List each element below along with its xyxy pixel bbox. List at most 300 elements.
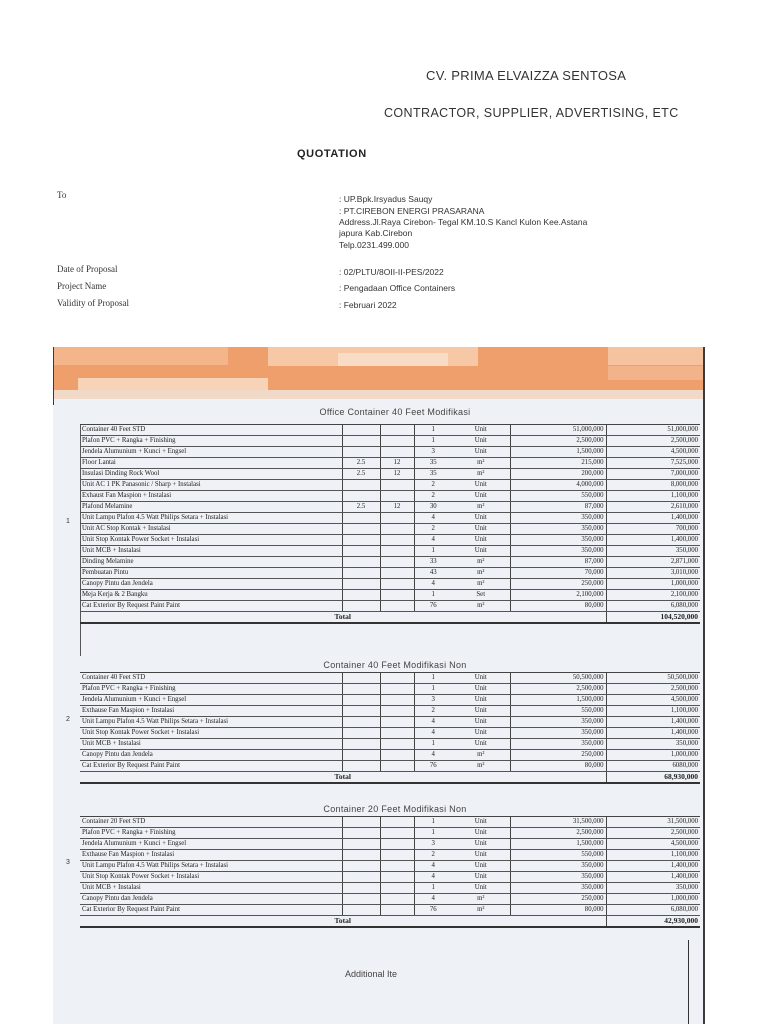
item-total: 4,500,000 bbox=[606, 447, 700, 458]
table-row bbox=[80, 761, 700, 772]
item-description: Canopy Pintu dan Jendela bbox=[80, 579, 342, 590]
item-unit: Set bbox=[452, 590, 510, 601]
table-row bbox=[80, 728, 700, 739]
item-description: Plafon PVC + Rangka + Finishing bbox=[80, 828, 342, 839]
item-dimension-2 bbox=[380, 861, 414, 872]
item-dimension-2 bbox=[380, 695, 414, 706]
item-unit: m² bbox=[452, 502, 510, 513]
table-row bbox=[80, 546, 700, 557]
item-quantity: 1 bbox=[414, 817, 452, 828]
section-2-table bbox=[80, 672, 700, 784]
validity-value: : Februari 2022 bbox=[339, 300, 397, 310]
item-total: 1,100,000 bbox=[606, 850, 700, 861]
item-dimension-2 bbox=[380, 601, 414, 612]
item-dimension-2 bbox=[380, 739, 414, 750]
item-unit: m² bbox=[452, 579, 510, 590]
item-quantity: 1 bbox=[414, 436, 452, 447]
item-unit-price: 87,000 bbox=[510, 557, 606, 568]
item-quantity: 3 bbox=[414, 695, 452, 706]
item-quantity: 1 bbox=[414, 673, 452, 684]
item-dimension-2 bbox=[380, 706, 414, 717]
item-quantity: 4 bbox=[414, 535, 452, 546]
item-dimension-2 bbox=[380, 684, 414, 695]
item-unit-price: 350,000 bbox=[510, 728, 606, 739]
item-total: 6080,000 bbox=[606, 761, 700, 772]
item-description: Canopy Pintu dan Jendela bbox=[80, 750, 342, 761]
table-row bbox=[80, 905, 700, 916]
item-dimension-1 bbox=[342, 480, 380, 491]
item-unit-price: 4,000,000 bbox=[510, 480, 606, 491]
item-dimension-2: 12 bbox=[380, 469, 414, 480]
item-total: 2,500,000 bbox=[606, 436, 700, 447]
item-quantity: 1 bbox=[414, 546, 452, 557]
item-unit-price: 70,000 bbox=[510, 568, 606, 579]
item-unit: m² bbox=[452, 905, 510, 916]
item-unit: Unit bbox=[452, 535, 510, 546]
item-unit: Unit bbox=[452, 673, 510, 684]
recipient-phone: Telp.0231.499.000 bbox=[339, 240, 409, 250]
table-row bbox=[80, 872, 700, 883]
additional-items-title: Additional Ite bbox=[345, 969, 398, 979]
item-dimension-2 bbox=[380, 524, 414, 535]
item-dimension-2 bbox=[380, 828, 414, 839]
item-unit-price: 350,000 bbox=[510, 883, 606, 894]
item-unit-price: 215,000 bbox=[510, 458, 606, 469]
item-dimension-2 bbox=[380, 436, 414, 447]
section-2-title: Container 40 Feet Modifikasi Non bbox=[323, 660, 467, 670]
item-dimension-1 bbox=[342, 546, 380, 557]
item-description: Unit Stop Kontak Power Socket + Instalasi bbox=[80, 535, 342, 546]
item-total: 2,871,000 bbox=[606, 557, 700, 568]
item-quantity: 76 bbox=[414, 761, 452, 772]
item-unit-price: 350,000 bbox=[510, 524, 606, 535]
recipient-name: : UP.Bpk.Irsyadus Sauqy bbox=[339, 194, 433, 204]
item-dimension-1 bbox=[342, 524, 380, 535]
item-description: Cat Exterior By Request Paint Paint bbox=[80, 905, 342, 916]
item-dimension-2: 12 bbox=[380, 458, 414, 469]
item-description: Jendela Alumunium + Kunci + Engsel bbox=[80, 839, 342, 850]
item-dimension-1 bbox=[342, 590, 380, 601]
item-description: Unit AC Stop Kontak + Instalasi bbox=[80, 524, 342, 535]
company-name: CV. PRIMA ELVAIZZA SENTOSA bbox=[426, 68, 627, 83]
item-quantity: 1 bbox=[414, 739, 452, 750]
table-row bbox=[80, 535, 700, 546]
item-quantity: 1 bbox=[414, 828, 452, 839]
item-dimension-1 bbox=[342, 817, 380, 828]
item-quantity: 76 bbox=[414, 601, 452, 612]
item-dimension-1 bbox=[342, 872, 380, 883]
item-dimension-2 bbox=[380, 579, 414, 590]
item-dimension-2 bbox=[380, 480, 414, 491]
item-unit: Unit bbox=[452, 524, 510, 535]
item-quantity: 2 bbox=[414, 706, 452, 717]
item-unit-price: 250,000 bbox=[510, 750, 606, 761]
item-unit: Unit bbox=[452, 546, 510, 557]
item-dimension-2 bbox=[380, 728, 414, 739]
section-3-title: Container 20 Feet Modifikasi Non bbox=[323, 804, 467, 814]
item-total: 6,080,000 bbox=[606, 601, 700, 612]
table-row bbox=[80, 750, 700, 761]
item-dimension-2: 12 bbox=[380, 502, 414, 513]
item-quantity: 76 bbox=[414, 905, 452, 916]
item-dimension-2 bbox=[380, 839, 414, 850]
table-row bbox=[80, 717, 700, 728]
item-unit-price: 350,000 bbox=[510, 861, 606, 872]
table-row bbox=[80, 590, 700, 601]
total-label: Total bbox=[80, 612, 606, 624]
item-total: 350,000 bbox=[606, 739, 700, 750]
item-total: 1,100,000 bbox=[606, 491, 700, 502]
item-dimension-1 bbox=[342, 717, 380, 728]
company-tagline: CONTRACTOR, SUPPLIER, ADVERTISING, ETC bbox=[384, 106, 679, 120]
item-total: 3,010,000 bbox=[606, 568, 700, 579]
item-unit-price: 2,500,000 bbox=[510, 684, 606, 695]
item-quantity: 4 bbox=[414, 861, 452, 872]
table-row bbox=[80, 425, 700, 436]
item-quantity: 4 bbox=[414, 728, 452, 739]
item-unit: Unit bbox=[452, 684, 510, 695]
item-dimension-1 bbox=[342, 828, 380, 839]
item-unit-price: 350,000 bbox=[510, 872, 606, 883]
item-total: 350,000 bbox=[606, 546, 700, 557]
item-quantity: 2 bbox=[414, 491, 452, 502]
item-total: 1,400,000 bbox=[606, 728, 700, 739]
item-quantity: 2 bbox=[414, 524, 452, 535]
item-total: 1,400,000 bbox=[606, 535, 700, 546]
item-dimension-2 bbox=[380, 673, 414, 684]
item-description: Exthause Fan Maspion + Instalasi bbox=[80, 850, 342, 861]
item-description: Jendela Alumunium + Kunci + Engsel bbox=[80, 447, 342, 458]
item-unit: Unit bbox=[452, 436, 510, 447]
item-dimension-2 bbox=[380, 491, 414, 502]
item-description: Plafon PVC + Rangka + Finishing bbox=[80, 684, 342, 695]
total-label: Total bbox=[80, 772, 606, 784]
item-total: 7,000,000 bbox=[606, 469, 700, 480]
item-description: Unit MCB + Instalasi bbox=[80, 546, 342, 557]
table-row bbox=[80, 861, 700, 872]
item-dimension-1 bbox=[342, 684, 380, 695]
item-total: 1,000,000 bbox=[606, 894, 700, 905]
item-quantity: 4 bbox=[414, 894, 452, 905]
item-description: Container 20 Feet STD bbox=[80, 817, 342, 828]
item-unit-price: 350,000 bbox=[510, 739, 606, 750]
to-label: To bbox=[57, 190, 67, 200]
item-dimension-2 bbox=[380, 894, 414, 905]
item-dimension-2 bbox=[380, 717, 414, 728]
item-total: 1,100,000 bbox=[606, 706, 700, 717]
table-row bbox=[80, 817, 700, 828]
item-description: Container 40 Feet STD bbox=[80, 425, 342, 436]
item-unit-price: 250,000 bbox=[510, 894, 606, 905]
item-quantity: 4 bbox=[414, 872, 452, 883]
additional-right-border bbox=[688, 940, 689, 1024]
item-quantity: 1 bbox=[414, 590, 452, 601]
item-description: Unit MCB + Instalasi bbox=[80, 883, 342, 894]
table-row bbox=[80, 480, 700, 491]
item-quantity: 2 bbox=[414, 480, 452, 491]
item-unit: Unit bbox=[452, 491, 510, 502]
table-row bbox=[80, 850, 700, 861]
table-row bbox=[80, 601, 700, 612]
item-unit: Unit bbox=[452, 872, 510, 883]
item-unit: Unit bbox=[452, 828, 510, 839]
total-row bbox=[80, 612, 700, 624]
item-description: Meja Kerja & 2 Bangku bbox=[80, 590, 342, 601]
item-total: 6,080,000 bbox=[606, 905, 700, 916]
item-unit-price: 350,000 bbox=[510, 535, 606, 546]
item-dimension-1: 2.5 bbox=[342, 469, 380, 480]
item-dimension-2 bbox=[380, 546, 414, 557]
item-description: Unit AC 1 PK Panasonic / Sharp + Instalasi bbox=[80, 480, 342, 491]
validity-label: Validity of Proposal bbox=[57, 298, 129, 308]
table-row bbox=[80, 706, 700, 717]
table-row bbox=[80, 695, 700, 706]
table-row bbox=[80, 839, 700, 850]
item-dimension-2 bbox=[380, 750, 414, 761]
table-header-band bbox=[53, 347, 704, 399]
item-unit-price: 350,000 bbox=[510, 513, 606, 524]
section-1-number: 1 bbox=[66, 518, 70, 525]
item-unit-price: 51,000,000 bbox=[510, 425, 606, 436]
item-total: 4,500,000 bbox=[606, 839, 700, 850]
item-dimension-2 bbox=[380, 513, 414, 524]
item-total: 8,000,000 bbox=[606, 480, 700, 491]
table-row bbox=[80, 883, 700, 894]
item-unit-price: 550,000 bbox=[510, 706, 606, 717]
date-value: : 02/PLTU/8OII-II-PES/2022 bbox=[339, 267, 444, 277]
item-unit-price: 87,000 bbox=[510, 502, 606, 513]
table-row bbox=[80, 568, 700, 579]
project-value: : Pengadaan Office Containers bbox=[339, 283, 456, 293]
document-title: QUOTATION bbox=[297, 148, 367, 160]
item-unit: Unit bbox=[452, 695, 510, 706]
item-total: 700,000 bbox=[606, 524, 700, 535]
item-quantity: 3 bbox=[414, 839, 452, 850]
section-3-number: 3 bbox=[66, 859, 70, 866]
item-dimension-1 bbox=[342, 728, 380, 739]
item-dimension-1 bbox=[342, 894, 380, 905]
date-label: Date of Proposal bbox=[57, 264, 118, 274]
item-quantity: 1 bbox=[414, 684, 452, 695]
item-unit-price: 31,500,000 bbox=[510, 817, 606, 828]
item-dimension-2 bbox=[380, 568, 414, 579]
item-unit: m² bbox=[452, 568, 510, 579]
recipient-address-1: Address.Jl.Raya Cirebon- Tegal KM.10.S Kancl Kulon Kee.Astana bbox=[339, 217, 588, 227]
item-quantity: 35 bbox=[414, 458, 452, 469]
item-unit: m² bbox=[452, 601, 510, 612]
item-quantity: 4 bbox=[414, 513, 452, 524]
item-total: 1,400,000 bbox=[606, 717, 700, 728]
total-label: Total bbox=[80, 916, 606, 928]
item-unit: Unit bbox=[452, 861, 510, 872]
item-description: Floor Lantai bbox=[80, 458, 342, 469]
item-dimension-1 bbox=[342, 557, 380, 568]
item-description: Insulasi Dinding Rock Wool bbox=[80, 469, 342, 480]
table-row bbox=[80, 739, 700, 750]
item-unit: Unit bbox=[452, 425, 510, 436]
item-unit: Unit bbox=[452, 883, 510, 894]
table-row bbox=[80, 447, 700, 458]
total-row bbox=[80, 772, 700, 784]
item-description: Cat Exterior By Request Paint Paint bbox=[80, 601, 342, 612]
item-description: Pembuatan Pintu bbox=[80, 568, 342, 579]
total-value: 42,930,000 bbox=[606, 916, 700, 928]
item-unit-price: 80,000 bbox=[510, 905, 606, 916]
item-description: Unit Stop Kontak Power Socket + Instalasi bbox=[80, 872, 342, 883]
item-description: Unit Lampu Plafon 4.5 Watt Philips Setara + Instalasi bbox=[80, 861, 342, 872]
item-dimension-1 bbox=[342, 761, 380, 772]
item-dimension-2 bbox=[380, 535, 414, 546]
item-total: 4,500,000 bbox=[606, 695, 700, 706]
recipient-company: : PT.CIREBON ENERGI PRASARANA bbox=[339, 206, 485, 216]
item-quantity: 1 bbox=[414, 883, 452, 894]
item-total: 31,500,000 bbox=[606, 817, 700, 828]
sheet-right-border bbox=[703, 347, 705, 1024]
item-unit: Unit bbox=[452, 728, 510, 739]
item-unit: m² bbox=[452, 469, 510, 480]
item-unit: m² bbox=[452, 761, 510, 772]
recipient-address-2: japura Kab.Cirebon bbox=[339, 228, 413, 238]
table-row bbox=[80, 469, 700, 480]
item-description: Plafon PVC + Rangka + Finishing bbox=[80, 436, 342, 447]
table-row bbox=[80, 579, 700, 590]
item-dimension-1 bbox=[342, 839, 380, 850]
item-description: Unit Stop Kontak Power Socket + Instalasi bbox=[80, 728, 342, 739]
item-unit: Unit bbox=[452, 717, 510, 728]
item-description: Unit Lampu Plafon 4.5 Watt Philips Setara + Instalasi bbox=[80, 513, 342, 524]
item-total: 1,000,000 bbox=[606, 750, 700, 761]
item-description: Dinding Melamine bbox=[80, 557, 342, 568]
item-dimension-1 bbox=[342, 579, 380, 590]
item-unit-price: 350,000 bbox=[510, 717, 606, 728]
item-dimension-1 bbox=[342, 673, 380, 684]
item-total: 350,000 bbox=[606, 883, 700, 894]
item-unit: m² bbox=[452, 557, 510, 568]
item-unit: Unit bbox=[452, 839, 510, 850]
table-row bbox=[80, 828, 700, 839]
item-description: Canopy Pintu dan Jendela bbox=[80, 894, 342, 905]
item-unit-price: 80,000 bbox=[510, 761, 606, 772]
item-dimension-1 bbox=[342, 706, 380, 717]
item-unit-price: 2,500,000 bbox=[510, 828, 606, 839]
item-unit-price: 550,000 bbox=[510, 850, 606, 861]
item-unit: Unit bbox=[452, 706, 510, 717]
item-unit: Unit bbox=[452, 739, 510, 750]
item-unit-price: 1,500,000 bbox=[510, 839, 606, 850]
table-row bbox=[80, 684, 700, 695]
item-unit: Unit bbox=[452, 513, 510, 524]
item-dimension-1 bbox=[342, 491, 380, 502]
project-label: Project Name bbox=[57, 281, 107, 291]
item-quantity: 2 bbox=[414, 850, 452, 861]
item-unit: Unit bbox=[452, 817, 510, 828]
item-quantity: 35 bbox=[414, 469, 452, 480]
item-dimension-2 bbox=[380, 557, 414, 568]
item-quantity: 43 bbox=[414, 568, 452, 579]
item-total: 1,400,000 bbox=[606, 513, 700, 524]
item-dimension-1 bbox=[342, 601, 380, 612]
item-quantity: 3 bbox=[414, 447, 452, 458]
item-unit-price: 1,500,000 bbox=[510, 447, 606, 458]
table-row bbox=[80, 513, 700, 524]
item-dimension-2 bbox=[380, 905, 414, 916]
item-dimension-1 bbox=[342, 425, 380, 436]
item-description: Unit Lampu Plafon 4.5 Watt Philips Setara + Instalasi bbox=[80, 717, 342, 728]
item-quantity: 4 bbox=[414, 750, 452, 761]
item-dimension-1 bbox=[342, 513, 380, 524]
section-1-title: Office Container 40 Feet Modifikasi bbox=[319, 407, 471, 417]
item-dimension-2 bbox=[380, 590, 414, 601]
item-unit-price: 2,500,000 bbox=[510, 436, 606, 447]
item-dimension-2 bbox=[380, 761, 414, 772]
item-quantity: 30 bbox=[414, 502, 452, 513]
item-total: 1,000,000 bbox=[606, 579, 700, 590]
item-dimension-2 bbox=[380, 850, 414, 861]
item-description: Cat Exterior By Request Paint Paint bbox=[80, 761, 342, 772]
item-description: Jendela Alumunium + Kunci + Engsel bbox=[80, 695, 342, 706]
item-dimension-1 bbox=[342, 695, 380, 706]
item-description: Container 40 Feet STD bbox=[80, 673, 342, 684]
item-dimension-1 bbox=[342, 436, 380, 447]
item-dimension-2 bbox=[380, 872, 414, 883]
item-total: 50,500,000 bbox=[606, 673, 700, 684]
item-quantity: 4 bbox=[414, 579, 452, 590]
item-unit: Unit bbox=[452, 850, 510, 861]
table-row bbox=[80, 458, 700, 469]
item-quantity: 33 bbox=[414, 557, 452, 568]
item-unit: Unit bbox=[452, 480, 510, 491]
item-dimension-1 bbox=[342, 447, 380, 458]
item-total: 2,500,000 bbox=[606, 684, 700, 695]
item-dimension-1: 2.5 bbox=[342, 458, 380, 469]
item-unit-price: 80,000 bbox=[510, 601, 606, 612]
item-quantity: 4 bbox=[414, 717, 452, 728]
total-value: 68,930,000 bbox=[606, 772, 700, 784]
item-dimension-2 bbox=[380, 883, 414, 894]
section-1-table bbox=[80, 424, 700, 624]
item-quantity: 1 bbox=[414, 425, 452, 436]
item-dimension-1 bbox=[342, 861, 380, 872]
item-dimension-1 bbox=[342, 850, 380, 861]
item-unit: m² bbox=[452, 458, 510, 469]
table-row bbox=[80, 436, 700, 447]
item-unit: m² bbox=[452, 894, 510, 905]
item-dimension-1 bbox=[342, 535, 380, 546]
item-dimension-1 bbox=[342, 905, 380, 916]
item-dimension-2 bbox=[380, 817, 414, 828]
item-dimension-1 bbox=[342, 750, 380, 761]
item-dimension-2 bbox=[380, 447, 414, 458]
item-total: 2,610,000 bbox=[606, 502, 700, 513]
item-dimension-1 bbox=[342, 568, 380, 579]
item-unit-price: 2,100,000 bbox=[510, 590, 606, 601]
table-row bbox=[80, 491, 700, 502]
item-description: Exthause Fan Maspion + Instalasi bbox=[80, 706, 342, 717]
table-row bbox=[80, 557, 700, 568]
item-total: 7,525,000 bbox=[606, 458, 700, 469]
item-dimension-1 bbox=[342, 883, 380, 894]
table-row bbox=[80, 673, 700, 684]
item-dimension-2 bbox=[380, 425, 414, 436]
total-value: 104,520,000 bbox=[606, 612, 700, 624]
item-unit-price: 1,500,000 bbox=[510, 695, 606, 706]
item-total: 1,400,000 bbox=[606, 872, 700, 883]
section-2-number: 2 bbox=[66, 716, 70, 723]
table-row bbox=[80, 524, 700, 535]
item-total: 2,100,000 bbox=[606, 590, 700, 601]
item-description: Plafond Melamine bbox=[80, 502, 342, 513]
table-row bbox=[80, 502, 700, 513]
